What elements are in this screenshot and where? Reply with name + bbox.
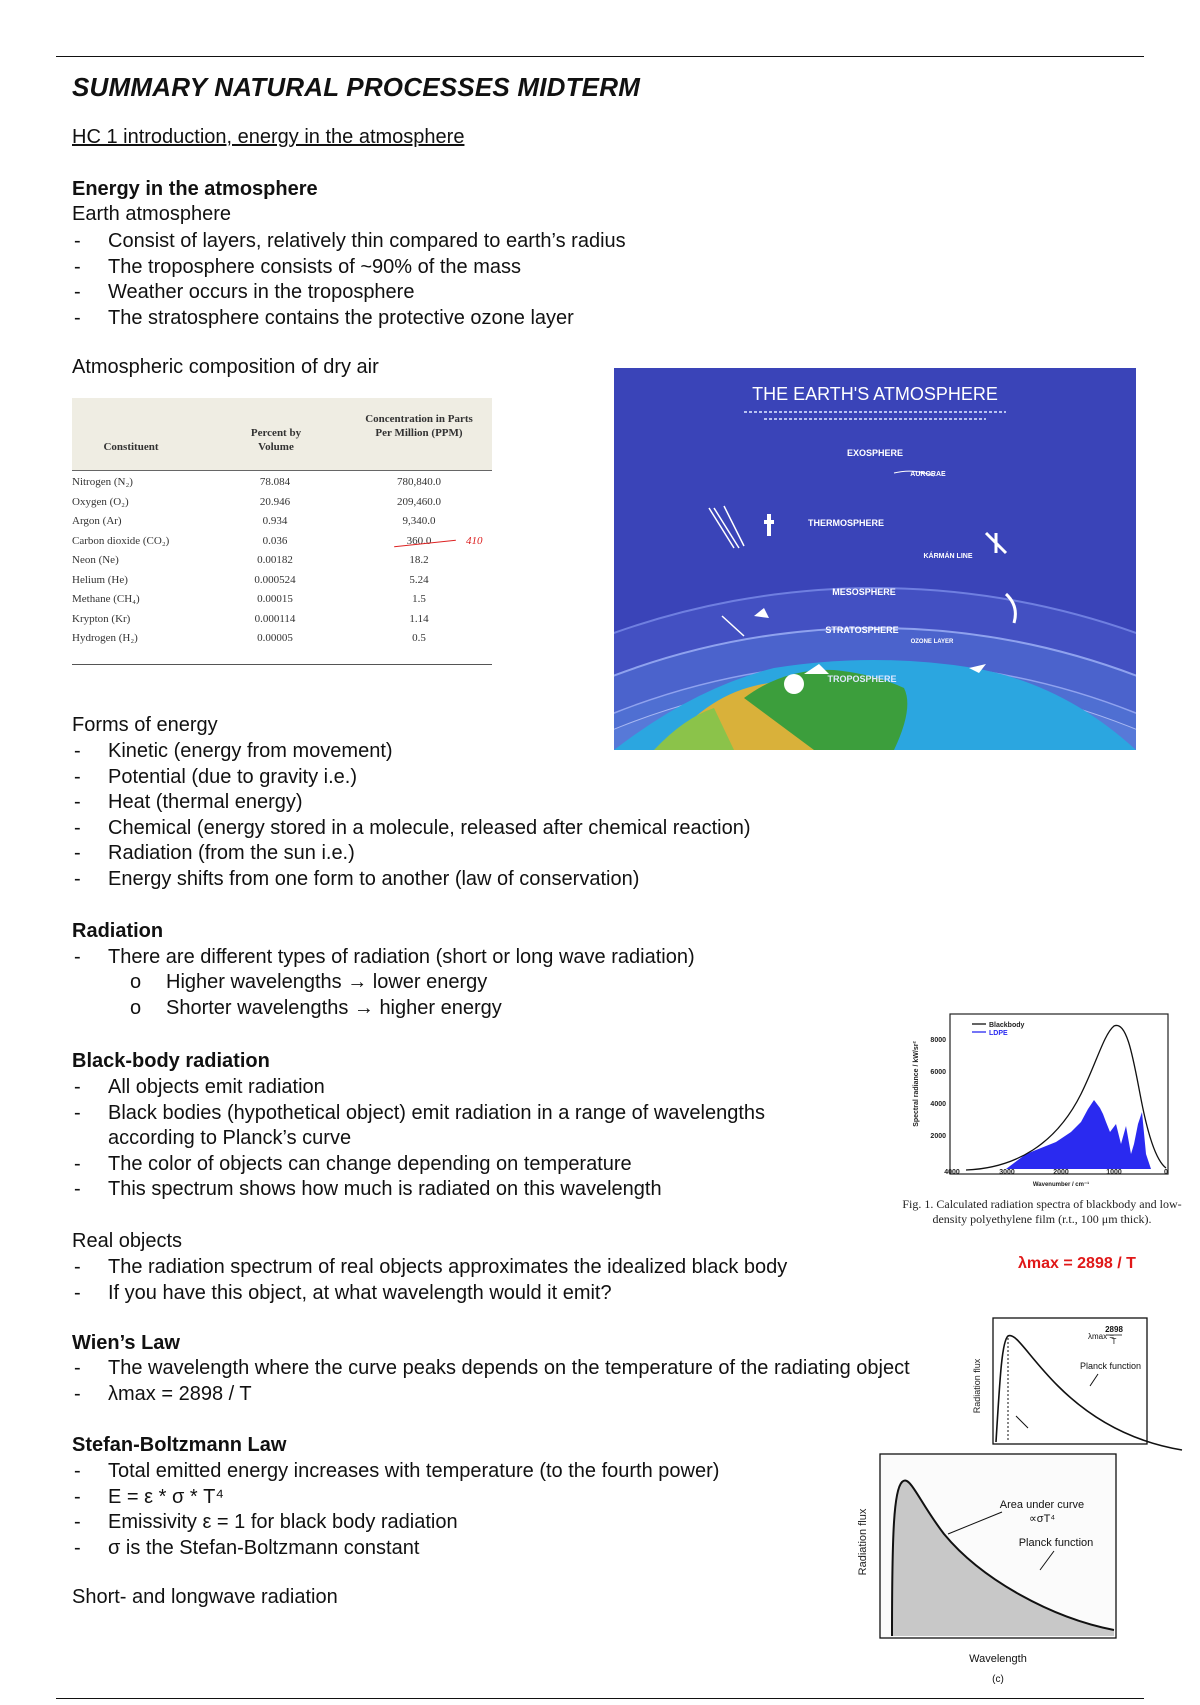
col-header-constituent: Constituent	[103, 441, 159, 453]
atmosphere-title: THE EARTH'S ATMOSPHERE	[752, 384, 998, 404]
table-cell: 0.036	[262, 534, 288, 547]
table-cell: Krypton (Kr)	[72, 612, 131, 625]
xtick: 1000	[1106, 1169, 1122, 1176]
table-cell: 18.2	[409, 554, 429, 566]
list-item: - σ is the Stefan-Boltzmann constant	[72, 1536, 719, 1562]
table-cell: Hydrogen (H₂)	[72, 632, 138, 644]
radiation-subbullets	[128, 970, 502, 1021]
atmosphere-bullets	[72, 229, 626, 331]
stefan-area-formula: ∝σT⁴	[1028, 1513, 1056, 1525]
wien-chart	[968, 1316, 1188, 1464]
stefan-panel-label: (c)	[992, 1674, 1004, 1685]
table-row	[72, 515, 492, 534]
atmosphere-illustration	[614, 368, 1136, 750]
wien-bullets	[72, 1356, 952, 1407]
radiation-heading: Radiation	[72, 920, 164, 942]
table-row	[72, 535, 492, 554]
list-item: o Shorter wavelengths → higher energy	[128, 996, 502, 1022]
table-cell: 0.5	[412, 632, 426, 644]
list-item: - The wavelength where the curve peaks depends on the temperature of the radiating object	[72, 1356, 952, 1382]
list-item: - Total emitted energy increases with temperature (to the fourth power)	[72, 1459, 719, 1485]
forms-bullets	[72, 739, 751, 893]
table-cell: Oxygen (O₂)	[72, 495, 129, 508]
composition-heading: Atmospheric composition of dry air	[72, 356, 379, 378]
forms-heading: Forms of energy	[72, 714, 218, 736]
table-cell: Carbon dioxide (CO₂)	[72, 534, 170, 547]
blackbody-bullets	[72, 1075, 852, 1203]
wien-formula-prefix: λmax =	[1088, 1332, 1115, 1341]
ytick: 8000	[930, 1037, 946, 1044]
table-row	[72, 613, 492, 632]
xtick: 0	[1164, 1169, 1168, 1176]
list-item: o Higher wavelengths → lower energy	[128, 970, 502, 996]
table-cell: Methane (CH₄)	[72, 593, 140, 605]
table-cell: Helium (He)	[72, 573, 128, 586]
table-cell: 78.084	[259, 476, 291, 488]
wien-planck-label: Planck function	[1080, 1361, 1142, 1371]
col-header-ppm: Concentration in Parts Per Million (PPM)	[365, 413, 473, 439]
table-cell: 1.14	[409, 612, 429, 625]
table-cell: 360.0	[406, 534, 432, 547]
list-item: - The radiation spectrum of real objects approximates the idealized black body	[72, 1255, 787, 1281]
table-cell: Argon (Ar)	[72, 515, 122, 527]
ytick: 6000	[930, 1069, 946, 1076]
table-cell: 5.24	[409, 573, 429, 586]
stefan-heading: Stefan-Boltzmann Law	[72, 1434, 287, 1456]
bottom-rule	[56, 1698, 1144, 1699]
stefan-ylabel: Radiation flux	[857, 1508, 869, 1576]
col-header-percent: Percent by Volume	[250, 427, 302, 453]
label-ozone-layer: OZONE LAYER	[910, 639, 954, 645]
ytick: 2000	[930, 1133, 946, 1140]
table-row	[72, 496, 492, 515]
wien-heading: Wien’s Law	[72, 1332, 180, 1354]
lecture-heading: HC 1 introduction, energy in the atmosphere	[72, 126, 465, 148]
stefan-xlabel: Wavelength	[969, 1653, 1027, 1665]
table-cell: 1.5	[412, 593, 426, 605]
xtick: 2000	[1053, 1169, 1069, 1176]
short-longwave-heading: Short- and longwave radiation	[72, 1586, 338, 1608]
table-cell: 0.000114	[254, 612, 296, 625]
table-row	[72, 554, 492, 573]
legend-ldpe: LDPE	[989, 1030, 1008, 1037]
layer-stratosphere: STRATOSPHERE	[825, 625, 899, 635]
list-item: - Chemical (energy stored in a molecule, released after chemical reaction)	[72, 816, 751, 842]
stefan-area-label: Area under curve	[999, 1499, 1085, 1511]
top-rule	[56, 56, 1144, 57]
composition-table	[72, 398, 492, 666]
wien-formula-bottom: T	[1111, 1337, 1117, 1346]
wien-ylabel: Radiation flux	[972, 1358, 982, 1414]
xtick: 3000	[999, 1169, 1015, 1176]
ytick: 4000	[930, 1101, 946, 1108]
layer-troposphere: TROPOSPHERE	[827, 674, 897, 684]
table-cell: 20.946	[259, 495, 291, 508]
list-item: - Heat (thermal energy)	[72, 790, 751, 816]
table-cell: 209,460.0	[397, 495, 441, 508]
table-cell: 0.00182	[257, 554, 293, 566]
spectrum-xlabel: Wavenumber / cm⁻¹	[1032, 1182, 1090, 1188]
stefan-chart	[852, 1450, 1124, 1700]
list-item: - Black bodies (hypothetical object) emit radiation in a range of wavelengths according to Planck’s curve	[72, 1101, 852, 1152]
list-item: - Weather occurs in the troposphere	[72, 280, 626, 306]
table-row	[72, 593, 492, 612]
stefan-bullets	[72, 1459, 719, 1561]
page-title: SUMMARY NATURAL PROCESSES MIDTERM	[72, 72, 641, 102]
list-item: - If you have this object, at what wavelength would it emit?	[72, 1281, 787, 1307]
table-cell: 0.00005	[257, 632, 293, 644]
blackbody-heading: Black-body radiation	[72, 1050, 270, 1072]
radiation-bullets	[72, 945, 695, 971]
table-bottom-rule	[72, 664, 492, 665]
spectrum-ylabel: Spectral radiance / kW/sr²	[913, 1041, 920, 1127]
table-row	[72, 476, 492, 495]
label-aurorae: AURORAE	[910, 471, 946, 478]
spectrum-chart	[906, 1004, 1186, 1192]
table-header	[72, 398, 492, 471]
layer-mesosphere: MESOSPHERE	[832, 587, 896, 597]
list-item: - The stratosphere contains the protective ozone layer	[72, 306, 626, 332]
spectrum-caption: Fig. 1. Calculated radiation spectra of blackbody and low-density polyethylene film (r.t., 100 μm thick).	[902, 1197, 1182, 1226]
list-item: - The color of objects can change depending on temperature	[72, 1152, 852, 1178]
table-cell: Nitrogen (N₂)	[72, 476, 133, 488]
label-karman-line: KÁRMÁN LINE	[923, 553, 973, 560]
list-item: - Kinetic (energy from movement)	[72, 739, 751, 765]
list-item: - λmax = 2898 / T	[72, 1382, 952, 1408]
table-cell: 780,840.0	[397, 476, 441, 488]
table-row	[72, 632, 492, 651]
table-cell: 0.000524	[254, 573, 296, 586]
table-cell: 0.00015	[257, 593, 293, 605]
subheading-earth-atmosphere: Earth atmosphere	[72, 203, 231, 225]
list-item: - All objects emit radiation	[72, 1075, 852, 1101]
table-cell: Neon (Ne)	[72, 554, 119, 566]
stefan-planck-label: Planck function	[1018, 1537, 1094, 1549]
list-item: - There are different types of radiation (short or long wave radiation)	[72, 945, 695, 971]
wien-formula-top: 2898	[1105, 1325, 1123, 1334]
list-item: - E = ε * σ * T⁴	[72, 1485, 719, 1511]
list-item: - Consist of layers, relatively thin compared to earth’s radius	[72, 229, 626, 255]
section-heading-energy: Energy in the atmosphere	[72, 178, 318, 200]
layer-exosphere: EXOSPHERE	[846, 448, 904, 458]
real-objects-heading: Real objects	[72, 1230, 183, 1252]
layer-thermosphere: THERMOSPHERE	[807, 518, 885, 528]
table-row	[72, 574, 492, 593]
list-item: - Radiation (from the sun i.e.)	[72, 841, 751, 867]
wien-formula-red: λmax = 2898 / T	[1018, 1255, 1136, 1272]
list-item: - The troposphere consists of ~90% of the mass	[72, 255, 626, 281]
list-item: - Potential (due to gravity i.e.)	[72, 765, 751, 791]
table-cell: 0.934	[262, 515, 288, 527]
real-objects-bullets	[72, 1255, 787, 1306]
co2-correction: 410	[466, 534, 483, 547]
list-item: - Energy shifts from one form to another (law of conservation)	[72, 867, 751, 893]
xtick: 4000	[944, 1169, 960, 1176]
list-item: - Emissivity ε = 1 for black body radiation	[72, 1510, 719, 1536]
legend-blackbody: Blackbody	[989, 1022, 1025, 1029]
table-cell: 9,340.0	[402, 515, 436, 527]
list-item: - This spectrum shows how much is radiated on this wavelength	[72, 1177, 852, 1203]
